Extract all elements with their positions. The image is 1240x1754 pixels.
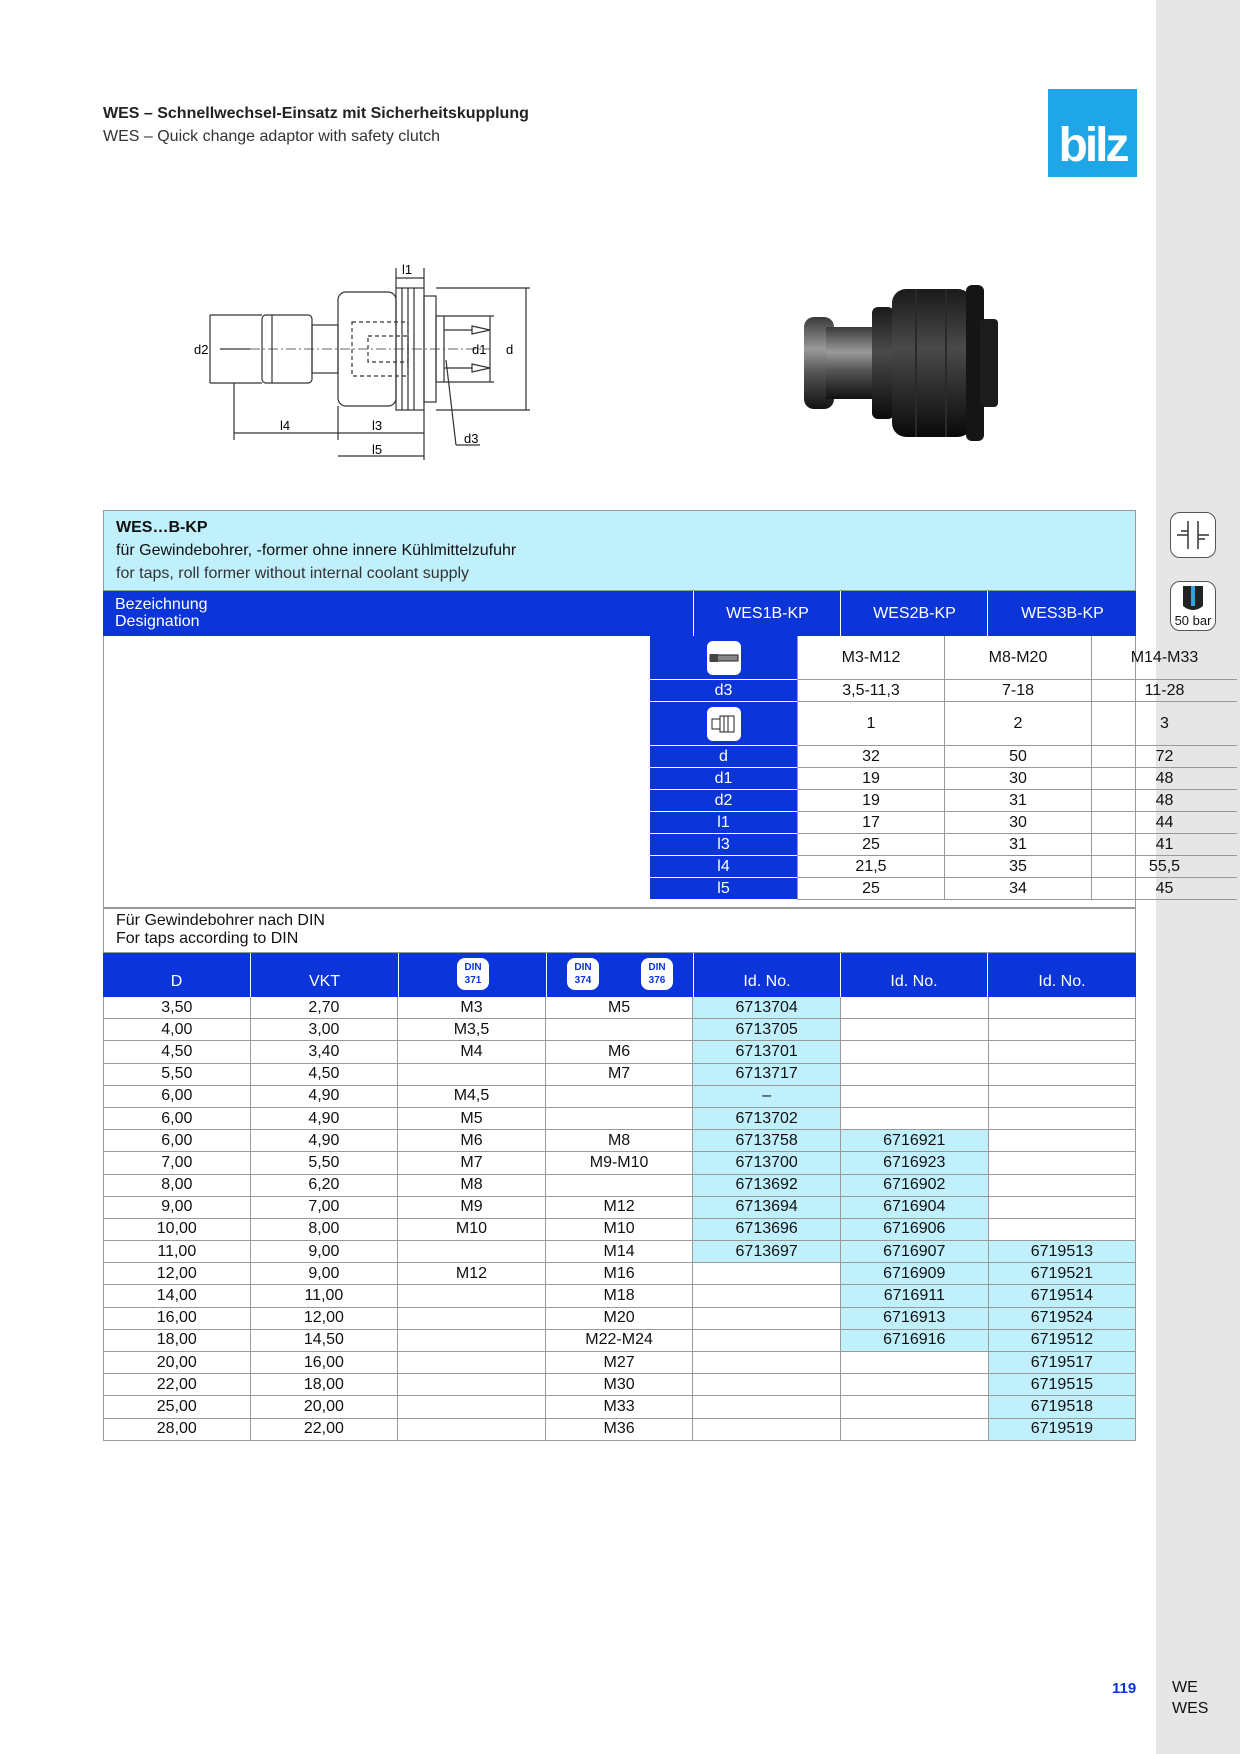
table-row	[103, 1263, 1136, 1285]
product-header	[103, 510, 1136, 591]
din-note-de: Für Gewindebohrer nach DIN	[116, 912, 325, 929]
spec-row	[650, 702, 1237, 746]
table-cell: 12,00	[251, 1308, 399, 1330]
bilz-logo: bilz	[1048, 89, 1137, 177]
table-cell: 6713697	[693, 1241, 841, 1263]
table-row	[103, 1108, 1136, 1130]
table-cell: 6713717	[693, 1064, 841, 1086]
spec-row	[650, 746, 1237, 768]
table-row	[103, 1130, 1136, 1152]
pressure-label: 50 bar	[1174, 613, 1212, 628]
spec-value: 7-18	[944, 680, 1091, 702]
table-cell	[841, 997, 989, 1019]
table-row	[103, 1241, 1136, 1263]
technical-drawing	[190, 260, 600, 470]
din-374-badge: DIN 374	[567, 958, 599, 990]
designation-col-1: WES1B-KP	[693, 591, 841, 636]
spec-value: 48	[1091, 768, 1237, 790]
product-photo	[796, 285, 1016, 445]
table-cell: 20,00	[251, 1396, 399, 1418]
section-label-1: WE	[1172, 1679, 1198, 1696]
spec-value: 1	[797, 702, 944, 746]
table-cell	[841, 1374, 989, 1396]
table-cell: 6713705	[693, 1019, 841, 1041]
table-cell: 5,50	[103, 1064, 251, 1086]
table-row	[103, 997, 1136, 1019]
table-cell: 7,00	[251, 1197, 399, 1219]
table-row	[103, 1064, 1136, 1086]
dim-label-d: d	[506, 342, 514, 357]
table-cell	[841, 1419, 989, 1441]
designation-label-de: Bezeichnung	[115, 596, 208, 613]
spec-value: 31	[944, 834, 1091, 856]
table-cell	[989, 997, 1137, 1019]
spec-row	[650, 636, 1237, 680]
table-cell: 25,00	[103, 1396, 251, 1418]
table-cell	[989, 1175, 1137, 1197]
table-cell: M4,5	[398, 1086, 546, 1108]
title-german: WES – Schnellwechsel-Einsatz mit Sicherheitskupplung	[103, 105, 529, 122]
table-cell	[841, 1041, 989, 1063]
spec-value: 45	[1091, 878, 1237, 900]
spec-value: 32	[797, 746, 944, 768]
table-cell: 7,00	[103, 1152, 251, 1174]
table-cell: 4,50	[251, 1064, 399, 1086]
table-cell: 6713692	[693, 1175, 841, 1197]
table-row	[103, 1041, 1136, 1063]
table-cell	[841, 1086, 989, 1108]
spec-value: 48	[1091, 790, 1237, 812]
table-cell: 6716916	[841, 1330, 989, 1352]
table-cell: 9,00	[103, 1197, 251, 1219]
product-desc-de: für Gewindebohrer, -former ohne innere Kühlmittelzufuhr	[116, 542, 517, 559]
table-cell: 6716906	[841, 1219, 989, 1241]
clutch-symbol-icon	[1170, 512, 1216, 558]
spec-value: 21,5	[797, 856, 944, 878]
table-cell	[693, 1308, 841, 1330]
table-cell: M9	[398, 1197, 546, 1219]
table-cell	[546, 1175, 694, 1197]
table-cell: M7	[546, 1064, 694, 1086]
table-row	[103, 1197, 1136, 1219]
table-cell	[398, 1374, 546, 1396]
section-label-2: WES	[1172, 1700, 1209, 1717]
table-cell	[989, 1086, 1137, 1108]
table-cell: 28,00	[103, 1419, 251, 1441]
table-row	[103, 1419, 1136, 1441]
spec-value: 17	[797, 812, 944, 834]
table-cell: 6716913	[841, 1308, 989, 1330]
spec-value: 11-28	[1091, 680, 1237, 702]
dim-label-l1: l1	[402, 262, 413, 277]
table-cell	[398, 1241, 546, 1263]
table-cell: 6719514	[989, 1285, 1137, 1307]
table-cell	[693, 1330, 841, 1352]
table-cell: M10	[398, 1219, 546, 1241]
page-number: 119	[1112, 1680, 1137, 1697]
table-cell	[398, 1419, 546, 1441]
table-cell: M33	[546, 1396, 694, 1418]
table-cell: 8,00	[251, 1219, 399, 1241]
designation-col-3: WES3B-KP	[987, 591, 1137, 636]
spec-value: 44	[1091, 812, 1237, 834]
table-cell	[693, 1396, 841, 1418]
table-cell: 2,70	[251, 997, 399, 1019]
table-cell: 6713704	[693, 997, 841, 1019]
table-cell	[693, 1374, 841, 1396]
spec-value: 31	[944, 790, 1091, 812]
table-row	[103, 1374, 1136, 1396]
table-cell: 22,00	[103, 1374, 251, 1396]
table-header	[103, 953, 1136, 997]
table-cell: M9-M10	[546, 1152, 694, 1174]
table-cell	[546, 1019, 694, 1041]
table-cell: 4,90	[251, 1086, 399, 1108]
table-cell	[989, 1108, 1137, 1130]
table-cell: M20	[546, 1308, 694, 1330]
table-cell: 6719519	[989, 1419, 1137, 1441]
table-cell: 6716921	[841, 1130, 989, 1152]
table-cell: 6713694	[693, 1197, 841, 1219]
table-cell: M14	[546, 1241, 694, 1263]
table-cell: 6719524	[989, 1308, 1137, 1330]
id-table	[103, 997, 1136, 1441]
table-cell: 3,50	[103, 997, 251, 1019]
table-cell: 9,00	[251, 1241, 399, 1263]
table-cell: 6716923	[841, 1152, 989, 1174]
spec-value: M8-M20	[944, 636, 1091, 680]
table-cell: 11,00	[103, 1241, 251, 1263]
spec-value: 3,5-11,3	[797, 680, 944, 702]
table-row	[103, 1396, 1136, 1418]
spec-row	[650, 768, 1237, 790]
table-cell	[841, 1352, 989, 1374]
table-cell: 10,00	[103, 1219, 251, 1241]
table-cell: 8,00	[103, 1175, 251, 1197]
table-cell: 3,40	[251, 1041, 399, 1063]
din-note-en: For taps according to DIN	[116, 930, 299, 947]
spec-row	[650, 790, 1237, 812]
table-cell: 6719512	[989, 1330, 1137, 1352]
spec-label	[650, 636, 797, 680]
spec-label: d1	[650, 768, 797, 790]
product-desc-en: for taps, roll former without internal coolant supply	[116, 565, 470, 582]
table-cell: M6	[546, 1041, 694, 1063]
table-cell: 6713758	[693, 1130, 841, 1152]
table-cell: –	[693, 1086, 841, 1108]
designation-col-2: WES2B-KP	[840, 591, 988, 636]
table-cell: M36	[546, 1419, 694, 1441]
table-cell	[989, 1064, 1137, 1086]
table-cell: 6716904	[841, 1197, 989, 1219]
dim-label-d3: d3	[464, 431, 479, 446]
table-cell: 16,00	[103, 1308, 251, 1330]
table-cell: M8	[546, 1130, 694, 1152]
spec-label: l3	[650, 834, 797, 856]
spec-value: 34	[944, 878, 1091, 900]
table-cell: M12	[398, 1263, 546, 1285]
table-cell: 6,00	[103, 1108, 251, 1130]
table-cell	[989, 1219, 1137, 1241]
table-cell: M6	[398, 1130, 546, 1152]
table-cell	[693, 1285, 841, 1307]
table-cell: 6,00	[103, 1130, 251, 1152]
spec-label: l1	[650, 812, 797, 834]
spec-row	[650, 680, 1237, 702]
spec-label: l4	[650, 856, 797, 878]
table-cell: 6716911	[841, 1285, 989, 1307]
spec-value: 19	[797, 768, 944, 790]
designation-label-en: Designation	[115, 613, 200, 630]
table-cell: M5	[546, 997, 694, 1019]
table-cell: M8	[398, 1175, 546, 1197]
din-376-badge: DIN 376	[641, 958, 673, 990]
table-row	[103, 1352, 1136, 1374]
spec-value: 2	[944, 702, 1091, 746]
table-cell	[841, 1396, 989, 1418]
din-note	[103, 908, 1136, 953]
table-row	[103, 1219, 1136, 1241]
table-cell	[398, 1285, 546, 1307]
table-cell	[989, 1197, 1137, 1219]
table-cell	[841, 1019, 989, 1041]
spec-label: l5	[650, 878, 797, 900]
spec-label: d2	[650, 790, 797, 812]
spec-row	[650, 856, 1237, 878]
spec-value: M14-M33	[1091, 636, 1237, 680]
table-cell	[398, 1064, 546, 1086]
spec-label: d3	[650, 680, 797, 702]
tap-icon	[707, 641, 741, 675]
table-cell: M22-M24	[546, 1330, 694, 1352]
table-cell: M10	[546, 1219, 694, 1241]
table-cell	[989, 1019, 1137, 1041]
spec-row	[650, 834, 1237, 856]
table-cell: 6719515	[989, 1374, 1137, 1396]
coolant-pressure-icon	[1170, 581, 1216, 631]
table-row	[103, 1285, 1136, 1307]
table-cell: 14,50	[251, 1330, 399, 1352]
table-cell: 11,00	[251, 1285, 399, 1307]
spec-value: 50	[944, 746, 1091, 768]
table-cell: 18,00	[251, 1374, 399, 1396]
header-id-2: Id. No.	[840, 953, 987, 997]
table-cell: 6713700	[693, 1152, 841, 1174]
header-id-1: Id. No.	[693, 953, 840, 997]
table-cell: M16	[546, 1263, 694, 1285]
table-cell: 20,00	[103, 1352, 251, 1374]
table-row	[103, 1086, 1136, 1108]
table-row	[103, 1175, 1136, 1197]
table-cell: 4,00	[103, 1019, 251, 1041]
table-cell: 5,50	[251, 1152, 399, 1174]
table-cell	[989, 1152, 1137, 1174]
header-id-3: Id. No.	[987, 953, 1136, 997]
table-cell: 6719517	[989, 1352, 1137, 1374]
table-cell: 4,90	[251, 1130, 399, 1152]
table-cell	[693, 1352, 841, 1374]
table-cell	[398, 1352, 546, 1374]
spec-row	[650, 878, 1237, 900]
spec-value: 25	[797, 834, 944, 856]
header-VKT: VKT	[250, 953, 398, 997]
spec-value: 72	[1091, 746, 1237, 768]
table-cell: 6716902	[841, 1175, 989, 1197]
dim-label-l3: l3	[372, 418, 383, 433]
table-cell	[841, 1108, 989, 1130]
spec-value: 19	[797, 790, 944, 812]
header-D: D	[170, 973, 183, 990]
table-cell: 6,00	[103, 1086, 251, 1108]
table-cell	[989, 1041, 1137, 1063]
table-cell: M18	[546, 1285, 694, 1307]
table-cell	[398, 1308, 546, 1330]
header-din371	[398, 953, 546, 997]
dim-label-d2: d2	[194, 342, 209, 357]
table-cell: 6719521	[989, 1263, 1137, 1285]
spec-row	[650, 812, 1237, 834]
header-din374-376	[546, 953, 693, 997]
table-row	[103, 1308, 1136, 1330]
product-name: WES…B-KP	[116, 519, 208, 536]
table-cell	[693, 1263, 841, 1285]
table-cell: 18,00	[103, 1330, 251, 1352]
table-cell: M7	[398, 1152, 546, 1174]
table-cell	[546, 1086, 694, 1108]
designation-row	[103, 591, 1136, 636]
table-cell	[398, 1396, 546, 1418]
table-cell: M3	[398, 997, 546, 1019]
spec-value: 30	[944, 768, 1091, 790]
spec-value: 3	[1091, 702, 1237, 746]
table-cell	[841, 1064, 989, 1086]
table-cell: 6713702	[693, 1108, 841, 1130]
table-row	[103, 1330, 1136, 1352]
table-cell: 6713701	[693, 1041, 841, 1063]
table-cell: 6716907	[841, 1241, 989, 1263]
table-cell: 9,00	[251, 1263, 399, 1285]
table-cell: 14,00	[103, 1285, 251, 1307]
table-cell: 6713696	[693, 1219, 841, 1241]
table-cell	[546, 1108, 694, 1130]
spec-value: 41	[1091, 834, 1237, 856]
spec-value: 30	[944, 812, 1091, 834]
table-row	[103, 1152, 1136, 1174]
table-cell: M27	[546, 1352, 694, 1374]
spec-value: 25	[797, 878, 944, 900]
table-cell: M30	[546, 1374, 694, 1396]
dim-label-l5: l5	[372, 442, 383, 457]
table-cell	[693, 1419, 841, 1441]
table-cell: 16,00	[251, 1352, 399, 1374]
table-cell: M4	[398, 1041, 546, 1063]
spec-value: M3-M12	[797, 636, 944, 680]
table-cell: M5	[398, 1108, 546, 1130]
table-cell: 6719513	[989, 1241, 1137, 1263]
table-cell: M12	[546, 1197, 694, 1219]
spec-value: 55,5	[1091, 856, 1237, 878]
table-cell: 6716909	[841, 1263, 989, 1285]
title-english: WES – Quick change adaptor with safety clutch	[103, 128, 441, 145]
table-row	[103, 1019, 1136, 1041]
table-cell: 4,90	[251, 1108, 399, 1130]
table-cell	[398, 1330, 546, 1352]
table-cell: 3,00	[251, 1019, 399, 1041]
dim-label-l4: l4	[280, 418, 291, 433]
table-cell: 6719518	[989, 1396, 1137, 1418]
spec-label: d	[650, 746, 797, 768]
size-icon	[707, 707, 741, 741]
table-cell: M3,5	[398, 1019, 546, 1041]
spec-value: 35	[944, 856, 1091, 878]
table-cell: 4,50	[103, 1041, 251, 1063]
table-cell: 12,00	[103, 1263, 251, 1285]
dim-label-d1: d1	[472, 342, 487, 357]
table-cell: 22,00	[251, 1419, 399, 1441]
spec-table	[103, 636, 1199, 908]
table-cell	[989, 1130, 1137, 1152]
din-371-badge: DIN 371	[457, 958, 489, 990]
table-cell: 6,20	[251, 1175, 399, 1197]
spec-label	[650, 702, 797, 746]
